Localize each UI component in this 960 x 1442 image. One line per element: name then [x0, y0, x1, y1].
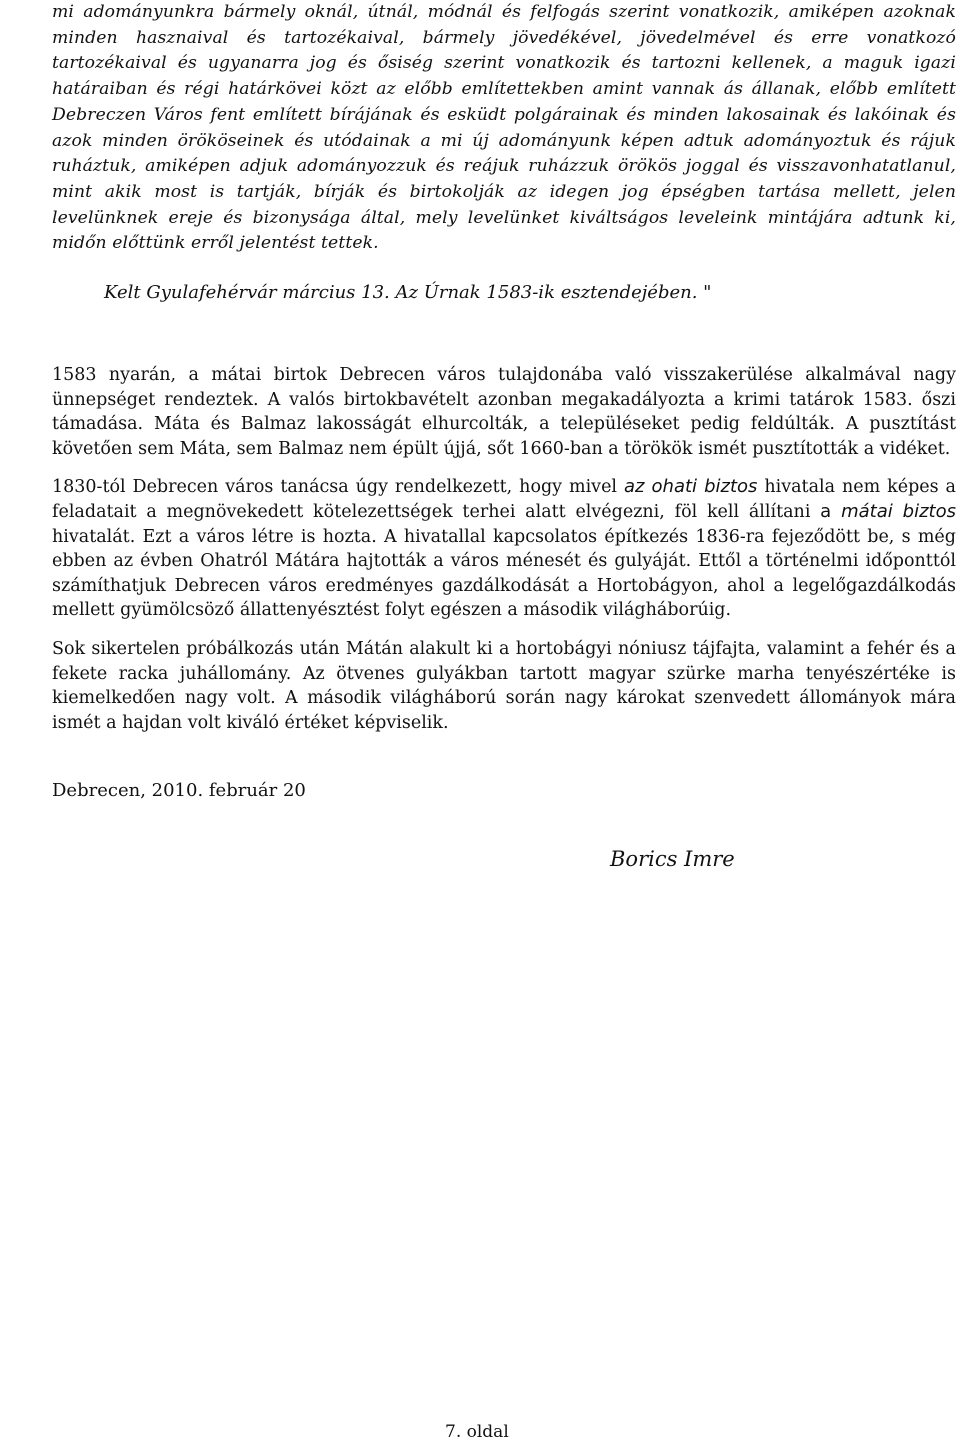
paragraph-2-text-3: hivatalát. Ezt a város létre is hozta. A hivatallal kapcsolatos építkezés 1836-ra fejeződött be, s még ebben az évben Ohatról Mátára hajtották a város ménesét és gulyáját. Ettől a történelmi időponttól számíthatjuk Debrecen város eredményes gazdálkodását a Hortobágyon, ahol a legelőgazdálkodás mellett gyümölcsöző állattenyésztést folyt egészen a második világháborúig. — [52, 526, 956, 621]
paragraph-2-text-2: hivatala nem képes a feladatait a megnövekedett kötelezettségek terhei alatt elvégezni, föl kell állítani — [52, 477, 956, 522]
quoted-charter-text: mi adományunkra bármely oknál, útnál, módnál és felfogás szerint vonatkozik, amiképen azoknak minden hasznaival és tartozékaival, bármely jövedékével, jövedelmével és erre vonatkozó tartozékaival és ugyanarra jog és ősiség szerint vonatkozik és tartozni kellenek, a maguk igazi határaiban és régi határkövei közt az előbb említettekben amint vannak ás állanak, előbb említett Debreczen Város fent említett bírájának és esküdt polgárainak és minden lakosainak és lakóinak és azok minden örököseinek és utódainak a mi új adományunk képen adtuk adományoztuk és rájuk ruháztuk, amiképen adjuk adományozzuk és reájuk ruházzuk örökös joggal és visszavonhatatlanul, mint akik most is tartják, bírják és birtokolják az idegen jog épségben tartása mellett, jelen levelünknek ereje és bizonysága által, mely levelünket kiváltságos leveleink mintájára adtunk ki, midőn előttünk erről jelentést tettek. — [52, 2, 956, 254]
paragraph-2-highlight-matai: mátai biztos — [831, 500, 956, 522]
author-signature: Borics Imre — [610, 847, 735, 871]
paragraph-1: 1583 nyarán, a mátai birtok Debrecen város tulajdonába való visszakerülése alkalmával nagy ünnepséget rendeztek. A valós birtokbavételt azonban megakadályozta a krimi tatárok 1583. őszi támadása. Máta és Balmaz lakosságát elhurcolták, a településeket pedig feldúlták. A pusztítást követően sem Máta, sem Balmaz nem épült újjá, sőt 1660-ban a törökök ismét pusztították a vidéket. — [52, 365, 956, 459]
paragraph-3: Sok sikertelen próbálkozás után Mátán alakult ki a hortobágyi nóniusz tájfajta, valamint a fehér és a fekete racka juhállomány. Az ötvenes gulyákban tartott magyar szürke marha tenyészértéke is kiemelkedően nagy volt. A második világháború során nagy károkat szenvedett állományok mára ismét a hajdan volt kiváló értéket képviselik. — [52, 638, 956, 733]
paragraph-2-text-1: 1830-tól Debrecen város tanácsa úgy rendelkezett, hogy mivel — [52, 477, 624, 498]
document-page — [52, 0, 956, 1442]
paragraph-2-highlight-ohati: az ohati biztos — [623, 476, 758, 498]
charter-dateline: Kelt Gyulafehérvár március 13. Az Úrnak 1583-ik esztendejében. " — [104, 282, 712, 303]
paragraph-2-highlight-a: a — [820, 500, 832, 522]
page-number: 7. oldal — [445, 1422, 509, 1442]
paragraph-2 — [52, 475, 956, 623]
body-text — [52, 363, 956, 735]
place-and-date: Debrecen, 2010. február 20 — [52, 780, 306, 801]
